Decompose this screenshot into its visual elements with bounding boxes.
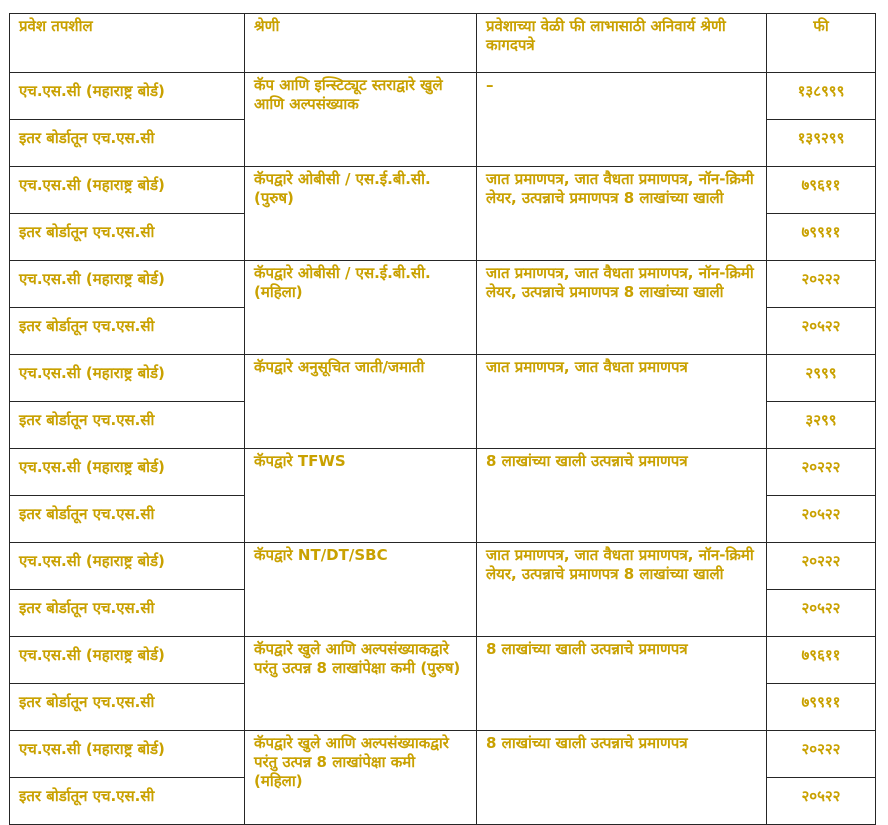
detail-cell: इतर बोर्डातून एच.एस.सी: [10, 308, 245, 355]
table-row: [10, 73, 876, 120]
detail-cell: इतर बोर्डातून एच.एस.सी: [10, 590, 245, 637]
fee-cell: २०२२२: [767, 261, 876, 308]
fee-cell: २०५२२: [767, 778, 876, 825]
detail-cell: इतर बोर्डातून एच.एस.सी: [10, 778, 245, 825]
fee-cell: १३८९९९: [767, 73, 876, 120]
fee-cell: ७९६११: [767, 637, 876, 684]
documents-cell: 8 लाखांच्या खाली उत्पन्नाचे प्रमाणपत्र: [477, 731, 767, 825]
header-details: प्रवेश तपशील: [10, 14, 245, 73]
documents-cell: जात प्रमाणपत्र, जात वैधता प्रमाणपत्र: [477, 355, 767, 449]
fee-table: [9, 13, 876, 825]
table-row: [10, 355, 876, 402]
documents-cell: जात प्रमाणपत्र, जात वैधता प्रमाणपत्र, नॉन-क्रिमी लेयर, उत्पन्नाचे प्रमाणपत्र 8 लाखांच्या खाली: [477, 543, 767, 637]
detail-cell: एच.एस.सी (महाराष्ट्र बोर्ड): [10, 543, 245, 590]
fee-cell: २९९९: [767, 355, 876, 402]
fee-cell: ७९६११: [767, 167, 876, 214]
table-row: [10, 261, 876, 308]
category-cell: कॅपद्वारे अनुसूचित जाती/जमाती: [245, 355, 477, 449]
documents-cell: 8 लाखांच्या खाली उत्पन्नाचे प्रमाणपत्र: [477, 449, 767, 543]
fee-cell: ७९९११: [767, 214, 876, 261]
category-cell: कॅप आणि इन्स्टिट्यूट स्तराद्वारे खुले आणि अल्पसंख्याक: [245, 73, 477, 167]
category-cell: कॅपद्वारे खुले आणि अल्पसंख्याकद्वारे परंतु उत्पन्न 8 लाखांपेक्षा कमी (महिला): [245, 731, 477, 825]
detail-cell: इतर बोर्डातून एच.एस.सी: [10, 120, 245, 167]
fee-cell: २०५२२: [767, 496, 876, 543]
category-cell: कॅपद्वारे TFWS: [245, 449, 477, 543]
fee-cell: २०५२२: [767, 308, 876, 355]
fee-cell: २०२२२: [767, 449, 876, 496]
fee-cell: ७९९११: [767, 684, 876, 731]
fee-cell: २०२२२: [767, 731, 876, 778]
fee-cell: ३२९९: [767, 402, 876, 449]
header-fee: फी: [767, 14, 876, 73]
header-category: श्रेणी: [245, 14, 477, 73]
documents-cell: –: [477, 73, 767, 167]
fee-cell: २०२२२: [767, 543, 876, 590]
detail-cell: एच.एस.सी (महाराष्ट्र बोर्ड): [10, 261, 245, 308]
detail-cell: इतर बोर्डातून एच.एस.सी: [10, 214, 245, 261]
documents-cell: जात प्रमाणपत्र, जात वैधता प्रमाणपत्र, नॉन-क्रिमी लेयर, उत्पन्नाचे प्रमाणपत्र 8 लाखांच्या खाली: [477, 261, 767, 355]
category-cell: कॅपद्वारे ओबीसी / एस.ई.बी.सी. (पुरुष): [245, 167, 477, 261]
fee-cell: २०५२२: [767, 590, 876, 637]
table-row: [10, 637, 876, 684]
detail-cell: एच.एस.सी (महाराष्ट्र बोर्ड): [10, 449, 245, 496]
detail-cell: इतर बोर्डातून एच.एस.सी: [10, 684, 245, 731]
category-cell: कॅपद्वारे NT/DT/SBC: [245, 543, 477, 637]
table-row: [10, 449, 876, 496]
table-body: [10, 73, 876, 825]
documents-cell: जात प्रमाणपत्र, जात वैधता प्रमाणपत्र, नॉन-क्रिमी लेयर, उत्पन्नाचे प्रमाणपत्र 8 लाखांच्या खाली: [477, 167, 767, 261]
header-documents: प्रवेशाच्या वेळी फी लाभासाठी अनिवार्य श्रेणी कागदपत्रे: [477, 14, 767, 73]
documents-cell: 8 लाखांच्या खाली उत्पन्नाचे प्रमाणपत्र: [477, 637, 767, 731]
category-cell: कॅपद्वारे खुले आणि अल्पसंख्याकद्वारे परंतु उत्पन्न 8 लाखांपेक्षा कमी (पुरुष): [245, 637, 477, 731]
table-row: [10, 543, 876, 590]
detail-cell: एच.एस.सी (महाराष्ट्र बोर्ड): [10, 637, 245, 684]
fee-cell: १३९२९९: [767, 120, 876, 167]
table-row: [10, 731, 876, 778]
detail-cell: एच.एस.सी (महाराष्ट्र बोर्ड): [10, 73, 245, 120]
detail-cell: एच.एस.सी (महाराष्ट्र बोर्ड): [10, 355, 245, 402]
table-header-row: [10, 14, 876, 73]
detail-cell: एच.एस.सी (महाराष्ट्र बोर्ड): [10, 731, 245, 778]
detail-cell: इतर बोर्डातून एच.एस.सी: [10, 496, 245, 543]
table-row: [10, 167, 876, 214]
detail-cell: इतर बोर्डातून एच.एस.सी: [10, 402, 245, 449]
category-cell: कॅपद्वारे ओबीसी / एस.ई.बी.सी. (महिला): [245, 261, 477, 355]
detail-cell: एच.एस.सी (महाराष्ट्र बोर्ड): [10, 167, 245, 214]
